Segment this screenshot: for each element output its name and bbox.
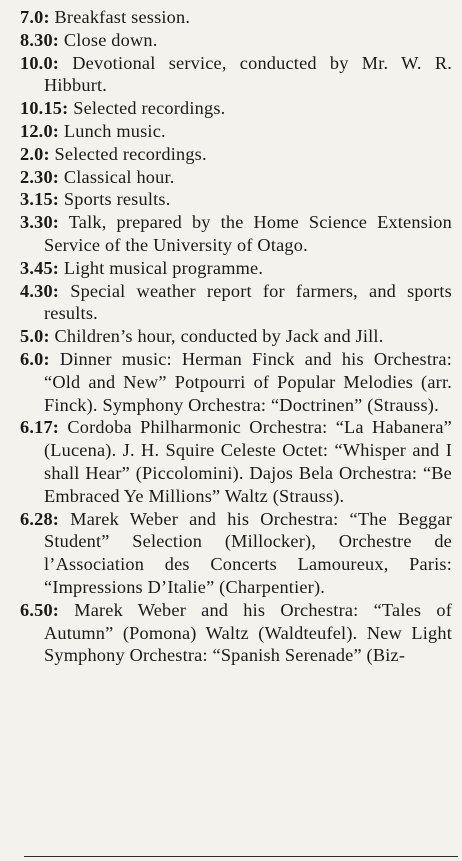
schedule-entry [20, 280, 452, 326]
schedule-entry [20, 29, 452, 52]
entry-time: 5.0: [20, 326, 50, 347]
entry-text: Marek Weber and his Orchestra: “Tales of Autumn” (Pomona) Waltz (Waldteufel). New Light Symphony Orchestra: “Spanish Serenade” (Biz- [44, 599, 452, 666]
schedule-entry [20, 166, 452, 189]
entry-time: 3.15: [20, 189, 60, 210]
schedule-entry [20, 143, 452, 166]
entry-time: 4.30: [20, 280, 60, 301]
entry-time: 12.0: [20, 120, 60, 141]
entry-time: 7.0: [20, 7, 50, 27]
entry-time: 6.28: [20, 508, 60, 529]
column-rule [24, 856, 458, 857]
entry-time: 6.50: [20, 599, 60, 620]
schedule-entry [20, 6, 452, 29]
entry-text: Sports results. [63, 189, 171, 210]
entry-text: Close down. [63, 29, 158, 50]
schedule-entry [20, 188, 452, 211]
schedule-entry [20, 257, 452, 280]
schedule-entry [20, 120, 452, 143]
schedule-entry [20, 416, 452, 507]
entry-text: Breakfast session. [54, 7, 191, 27]
entry-time: 3.30: [20, 212, 60, 233]
schedule-entry [20, 599, 452, 667]
entry-text: Cordoba Philharmonic Orchestra: “La Habanera” (Lucena). J. H. Squire Celeste Octet: “Whisper and I shall Hear” (Piccolomini). Dajos Bela Orchestra: “Be Embraced Ye Millions” Waltz (Strauss). [44, 417, 452, 506]
entry-text: Marek Weber and his Orchestra: “The Beggar Student” Selection (Millocker), Orchestre de l’Association des Concerts Lamoureux, Paris: “Impressions D’Italie” (Charpentier). [44, 508, 453, 597]
entry-time: 2.0: [20, 143, 50, 164]
schedule-entry [20, 97, 452, 120]
entry-text: Light musical programme. [63, 257, 264, 278]
entry-text: Devotional service, conducted by Mr. W. R. Hibburt. [44, 52, 452, 96]
entry-text: Classical hour. [63, 166, 175, 187]
entry-time: 8.30: [20, 29, 60, 50]
entry-text: Selected recordings. [73, 98, 226, 119]
entry-time: 10.0: [20, 52, 60, 73]
entry-time: 2.30: [20, 166, 60, 187]
entry-text: Talk, prepared by the Home Science Extension Service of the University of Otago. [44, 212, 452, 255]
entry-text: Children’s hour, conducted by Jack and Jill. [54, 326, 384, 347]
schedule-entry [20, 348, 452, 416]
entry-time: 6.0: [20, 348, 50, 369]
schedule-entry [20, 52, 452, 98]
entry-time: 6.17: [20, 417, 60, 438]
schedule-entry [20, 508, 452, 599]
entry-time: 10.15: [20, 98, 69, 119]
entry-time: 3.45: [20, 257, 60, 278]
entry-text: Selected recordings. [54, 143, 207, 164]
schedule-entry [20, 211, 452, 257]
entry-text: Dinner music: Herman Finck and his Orchestra: “Old and New” Potpourri of Popular Melodies (arr. Finck). Symphony Orchestra: “Doctrinen” (Strauss). [44, 348, 452, 415]
schedule-entry [20, 325, 452, 348]
entry-text: Lunch music. [63, 120, 166, 141]
entry-text: Special weather report for farmers, and sports results. [44, 280, 452, 324]
